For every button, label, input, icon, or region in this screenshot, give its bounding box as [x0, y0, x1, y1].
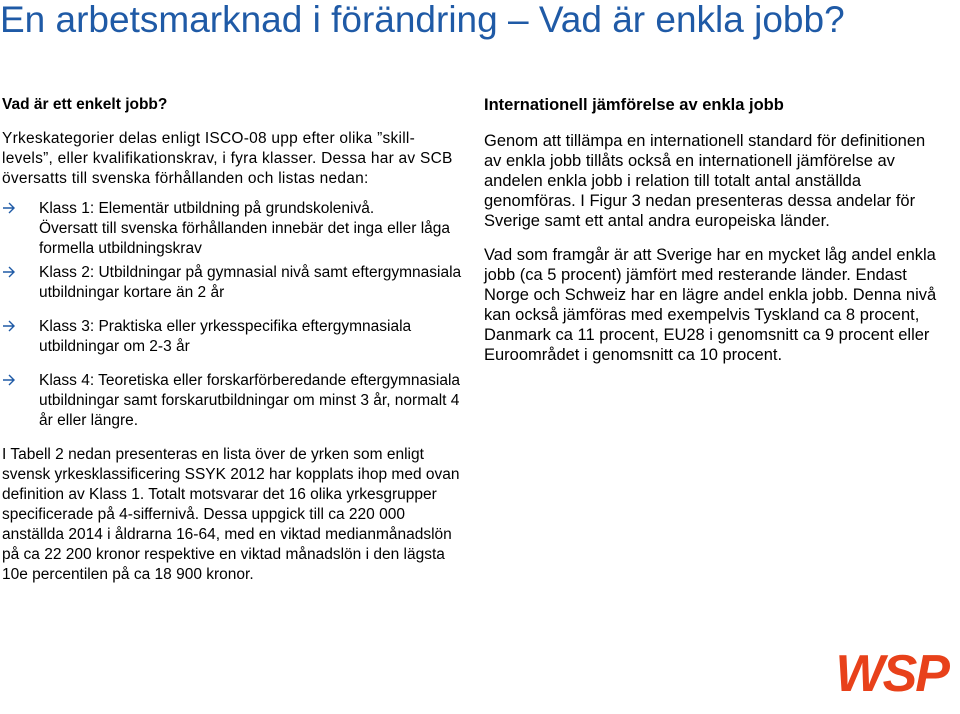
list-item-text: Klass 2: Utbildningar på gymnasial nivå samt eftergymnasiala utbildningar kortare än 2 år: [39, 264, 462, 301]
logo-text: WSP: [835, 645, 948, 703]
list-item: [2, 263, 464, 303]
list-item-text: Klass 4: Teoretiska eller forskarförberedande eftergymnasiala utbildningar samt forskarutbildningar om minst 3 år, normalt 4 år eller längre.: [39, 372, 461, 429]
right-heading: Internationell jämförelse av enkla jobb: [484, 96, 784, 114]
class-list: [2, 199, 464, 431]
list-item: [2, 317, 464, 357]
list-item-text: Översatt till svenska förhållanden innebär det inga eller låga formella utbildningskrav: [39, 220, 450, 257]
arrow-right-icon: [2, 201, 16, 215]
list-item-text: Klass 1: Elementär utbildning på grundskolenivå.: [39, 200, 375, 217]
list-item: [2, 371, 464, 431]
left-column: [2, 95, 464, 585]
intro-paragraph: Yrkeskategorier delas enligt ISCO-08 upp efter olika ”skill-levels”, eller kvalifikationskrav, i fyra klasser. Dessa har av SCB översatts till svenska förhållanden och listas nedan:: [2, 130, 453, 187]
right-paragraph-1: Genom att tillämpa en internationell standard för definitionen av enkla jobb tillåts också en internationell jämförelse av andelen enkla jobb i relation till totalt antal anställda genomföras. I Figur 3 nedan presenteras dessa andelar för Sverige samt ett antal andra europeiska länder.: [484, 132, 926, 230]
list-item-text: Klass 3: Praktiska eller yrkesspecifika eftergymnasiala utbildningar om 2-3 år: [39, 318, 412, 355]
right-paragraph-2: Vad som framgår är att Sverige har en mycket låg andel enkla jobb (ca 5 procent) jämfört med resterande länder. Endast Norge och Schweiz har en lägre andel enkla jobb. Denna nivå kan också jämföras med exempelvis Tyskland ca 8 procent, Danmark ca 11 procent, EU28 i genomsnitt ca 9 procent eller Euroområdet i genomsnitt ca 10 procent.: [484, 246, 937, 364]
arrow-right-icon: [2, 319, 16, 333]
left-heading: Vad är ett enkelt jobb?: [2, 96, 168, 113]
page-title: En arbetsmarknad i förändring – Vad är enkla jobb?: [0, 0, 845, 40]
list-item: [2, 199, 464, 259]
right-column: [484, 95, 944, 365]
wsp-logo: [835, 645, 948, 703]
arrow-right-icon: [2, 265, 16, 279]
arrow-right-icon: [2, 373, 16, 387]
closing-paragraph: I Tabell 2 nedan presenteras en lista över de yrken som enligt svensk yrkesklassificering SSYK 2012 har kopplats ihop med ovan definition av Klass 1. Totalt motsvarar det 16 olika yrkesgrupper specificerade på 4-siffernivå. Dessa uppgick till ca 220 000 anställda 2014 i åldrarna 16-64, med en viktad medianmånadslön på ca 22 200 kronor respektive en viktad månadslön i den lägsta 10e percentilen på ca 18 900 kronor.: [2, 446, 460, 583]
